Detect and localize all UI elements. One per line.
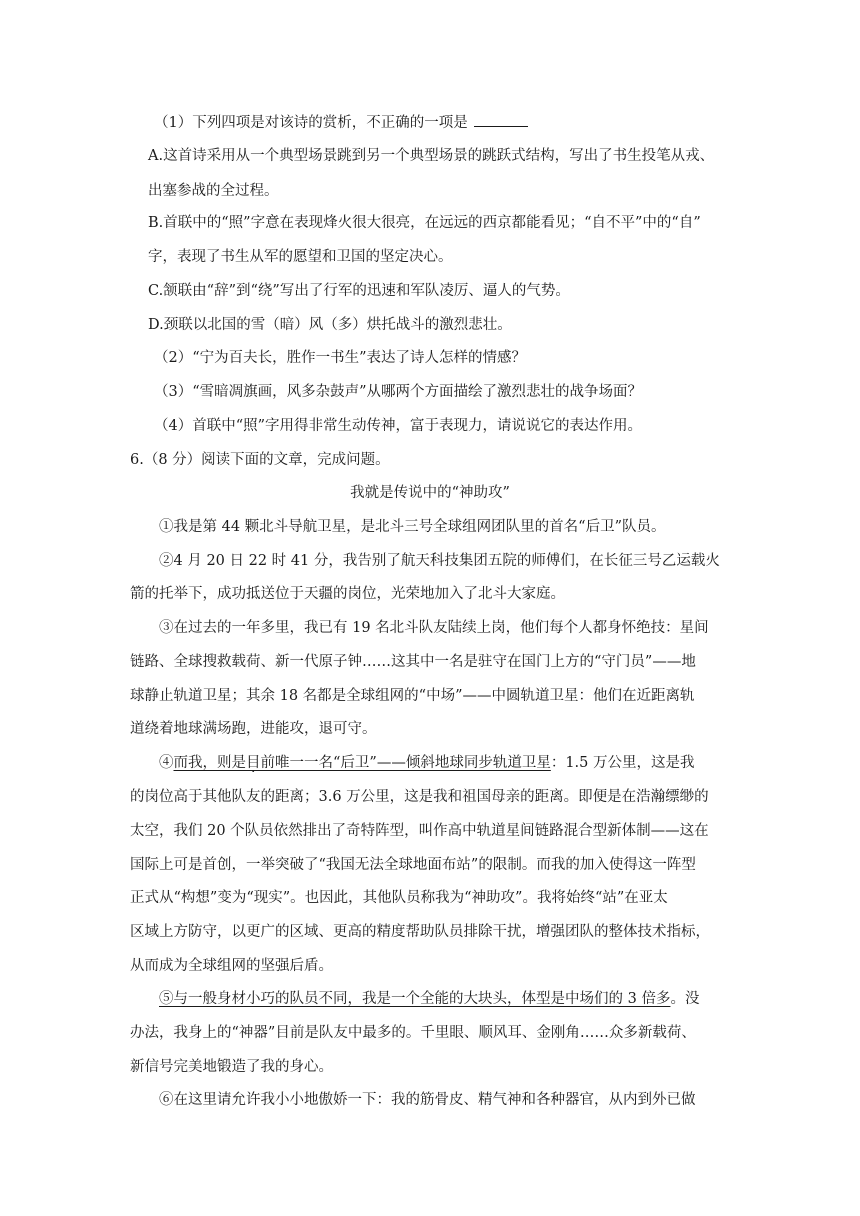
option-a-line-1: A.这首诗采用从一个典型场景跳到另一个典型场景的跳跃式结构，写出了书生投笔从戎、 bbox=[148, 148, 715, 164]
question-3: （3）“雪暗凋旗画，风多杂鼓声”从哪两个方面描绘了激烈悲壮的战争场面？ bbox=[154, 384, 643, 400]
article-paragraph-4-line-3: 太空，我们 20 个队员依然排出了奇特阵型，叫作高中轨道星间链路混合型新体制——这在 bbox=[130, 823, 709, 839]
article-paragraph-6-line-1: ⑥在这里请允许我小小地傲娇一下：我的筋骨皮、精气神和各种器官，从内到外已做 bbox=[159, 1092, 696, 1108]
article-paragraph-4-line-6: 区域上方防守，以更广的区域、更高的精度帮助队员排除干扰，增强团队的整体技术指标， bbox=[130, 924, 710, 940]
option-b-line-2: 字，表现了书生从军的愿望和卫国的坚定决心。 bbox=[148, 249, 453, 265]
article-paragraph-5-line-2: 办法，我身上的“神器”目前是队友中最多的。千里眼、顺风耳、金刚角……众多新载荷、 bbox=[130, 1025, 696, 1041]
article-paragraph-4-line-2: 的岗位高于其他队友的距离；3.6 万公里，这是我和祖国母亲的距离。即便是在浩瀚缥缈的 bbox=[130, 789, 709, 805]
underlined-sentence-part-1: 而我，则是 bbox=[173, 755, 246, 771]
option-a-line-2: 出塞参战的全过程。 bbox=[148, 183, 279, 199]
underlined-sentence-part-2: 前唯一一名“后卫”——倾斜地球同步轨道卫星 bbox=[260, 755, 551, 771]
article-paragraph-4-line-4: 国际上可是首创，一举突破了“我国无法全球地面布站”的限制。而我的加入使得这一阵型 bbox=[130, 857, 696, 873]
emphasis-dot-character: 目 bbox=[246, 755, 261, 771]
article-paragraph-4-line-1 bbox=[159, 753, 741, 773]
question-1-prompt bbox=[154, 113, 736, 133]
question-4: （4）首联中“照”字用得非常生动传神，富于表现力，请说说它的表达作用。 bbox=[154, 418, 643, 434]
article-paragraph-3-line-3: 球静止轨道卫星；其余 18 名都是全球组网的“中场”——中圆轨道卫星：他们在近距离轨 bbox=[130, 688, 695, 704]
article-paragraph-3-line-4: 道绕着地球满场跑，进能攻，退可守。 bbox=[130, 721, 377, 737]
option-d: D.颈联以北国的雪（暗）风（多）烘托战斗的激烈悲壮。 bbox=[148, 317, 512, 333]
question-2: （2）“宁为百夫长，胜作一书生”表达了诗人怎样的情感？ bbox=[154, 350, 527, 366]
article-paragraph-3-line-2: 链路、全球搜救载荷、新一代原子钟……这其中一名是驻守在国门上方的“守门员”——地 bbox=[130, 654, 696, 670]
underlined-sentence-5: ⑤与一般身材小巧的队员不同，我是一个全能的大块头，体型是中场们的 3 倍多 bbox=[159, 991, 671, 1007]
article-paragraph-1: ①我是第 44 颗北斗导航卫星，是北斗三号全球组网团队里的首名“后卫”队员。 bbox=[159, 519, 666, 535]
article-paragraph-2-line-2: 箭的托举下，成功抵送位于天疆的岗位，光荣地加入了北斗大家庭。 bbox=[130, 586, 565, 602]
article-paragraph-4-line-7: 从而成为全球组网的坚强后盾。 bbox=[130, 958, 333, 974]
article-paragraph-5-line-1 bbox=[159, 989, 741, 1009]
section-6-heading: 6.（8 分）阅读下面的文章，完成问题。 bbox=[130, 452, 390, 468]
article-paragraph-3-line-1: ③在过去的一年多里，我已有 19 名北斗队友陆续上岗，他们每个人都身怀绝技：星间 bbox=[159, 620, 709, 636]
article-title: 我就是传说中的“神助攻” bbox=[350, 485, 510, 501]
question-1-text: （1）下列四项是对该诗的赏析，不正确的一项是 bbox=[154, 115, 468, 131]
paragraph-5-line-1-rest: 。没 bbox=[670, 991, 700, 1007]
paragraph-4-number: ④ bbox=[159, 755, 174, 771]
paragraph-4-line-1-rest: ：1.5 万公里，这是我 bbox=[550, 755, 695, 771]
article-paragraph-2-line-1: ②4 月 20 日 22 时 41 分，我告别了航天科技集团五院的师傅们，在长征三号乙运载火 bbox=[159, 553, 720, 569]
article-paragraph-4-line-5: 正式从“构想”变为“现实”。也因此，其他队员称我为“神助攻”。我将始终“站”在亚太 bbox=[130, 890, 668, 906]
option-c: C.颔联由“辞”到“绕”写出了行军的迅速和军队凌厉、逼人的气势。 bbox=[148, 283, 570, 299]
article-paragraph-5-line-3: 新信号完美地锻造了我的身心。 bbox=[130, 1059, 333, 1075]
option-b-line-1: B.首联中的“照”字意在表现烽火很大很亮，在远远的西京都能看见；“自不平”中的“自” bbox=[148, 215, 701, 231]
answer-blank[interactable] bbox=[474, 114, 528, 127]
